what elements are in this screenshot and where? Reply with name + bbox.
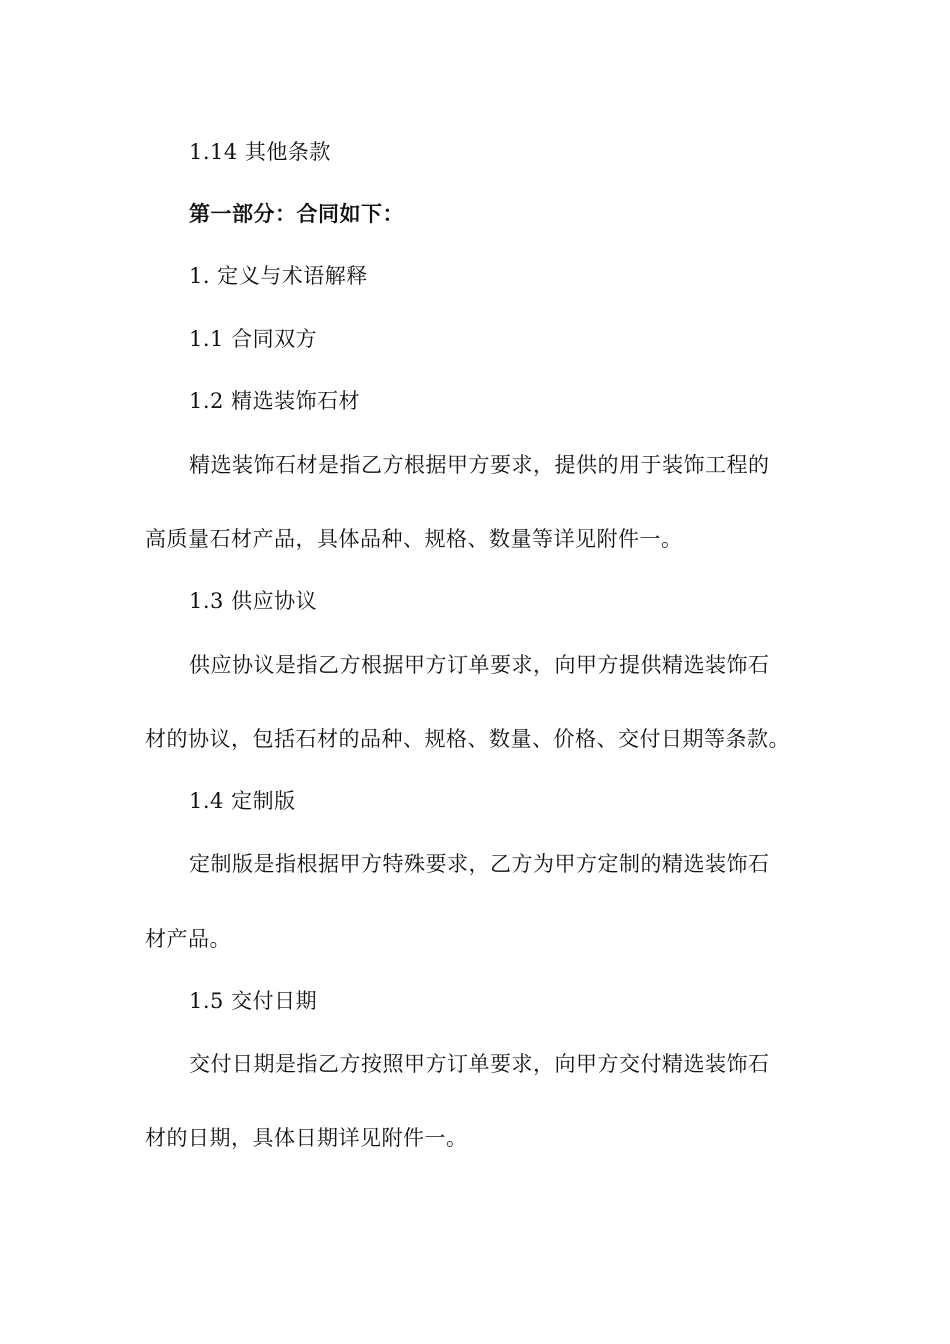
clause-1-5-paragraph-line-1: 交付日期是指乙方按照甲方订单要求，向甲方交付精选装饰石 xyxy=(189,1052,770,1076)
clause-1-2-paragraph-line-2: 高质量石材产品，具体品种、规格、数量等详见附件一。 xyxy=(145,527,683,551)
clause-1-4-paragraph-line-2: 材产品。 xyxy=(145,927,231,951)
part-one-heading: 第一部分：合同如下： xyxy=(189,202,404,226)
clause-1-5-paragraph-line-2: 材的日期，具体日期详见附件一。 xyxy=(145,1126,468,1150)
clause-1-2-heading: 1.2 精选装饰石材 xyxy=(189,389,361,413)
clause-1-3-paragraph-line-1: 供应协议是指乙方根据甲方订单要求，向甲方提供精选装饰石 xyxy=(189,653,770,677)
clause-1-2-paragraph-line-1: 精选装饰石材是指乙方根据甲方要求，提供的用于装饰工程的 xyxy=(189,453,770,477)
section-1-heading: 1. 定义与术语解释 xyxy=(189,264,368,288)
clause-1-4-heading: 1.4 定制版 xyxy=(189,789,296,813)
clause-1-3-heading: 1.3 供应协议 xyxy=(189,589,318,613)
clause-1-3-paragraph-line-2: 材的协议，包括石材的品种、规格、数量、价格、交付日期等条款。 xyxy=(145,727,790,751)
clause-1-4-paragraph-line-1: 定制版是指根据甲方特殊要求，乙方为甲方定制的精选装饰石 xyxy=(189,852,770,876)
clause-1-1-heading: 1.1 合同双方 xyxy=(189,327,318,351)
clause-1-14-heading: 1.14 其他条款 xyxy=(189,140,331,164)
clause-1-5-heading: 1.5 交付日期 xyxy=(189,989,318,1013)
